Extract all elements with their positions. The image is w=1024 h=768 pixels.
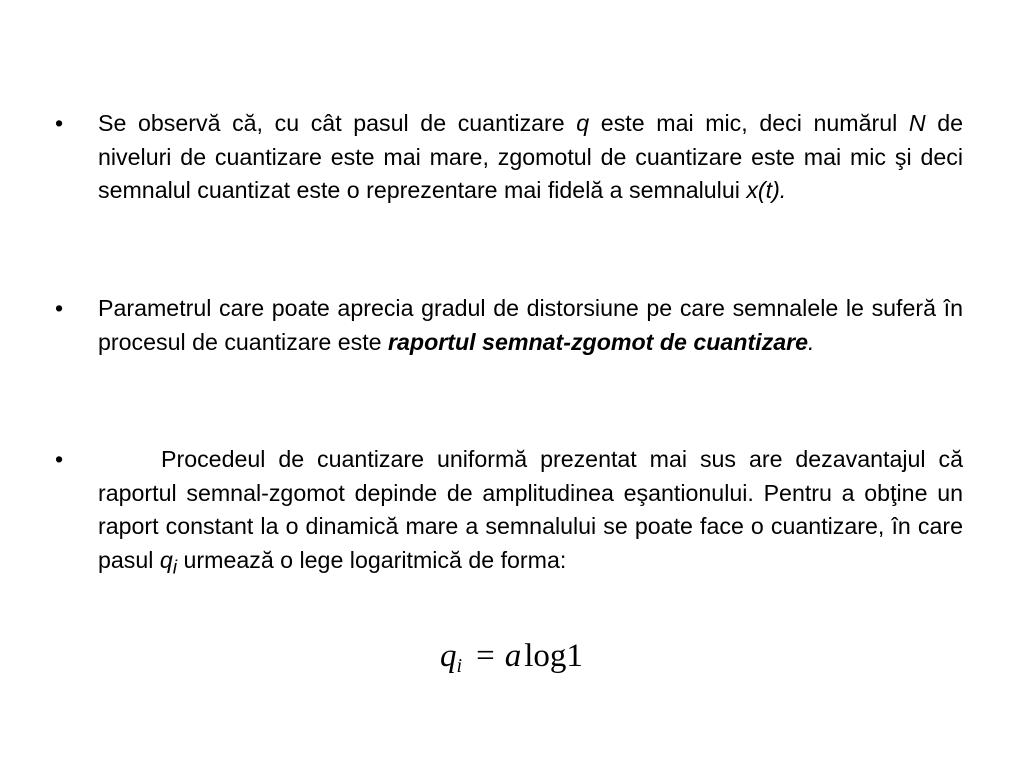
- bullet-text-2: [98, 292, 963, 359]
- bullet-text-1: [98, 107, 963, 208]
- subscript-i: i: [172, 557, 178, 579]
- variable-q: q: [576, 110, 590, 136]
- formula: [440, 636, 583, 686]
- bullet-item-1: [55, 107, 963, 208]
- text-run: este mai mic, deci numărul: [589, 110, 909, 136]
- bullet-item-2: [55, 292, 963, 359]
- bullet-dot: •: [55, 295, 64, 321]
- text-run: urmează o lege logaritmică de forma:: [177, 546, 567, 573]
- formula-log: log1: [524, 638, 583, 674]
- text-run: Parametrul care poate aprecia gradul de distorsiune pe care semnalele le suferă în procesul de cuantizare este: [98, 295, 963, 355]
- text-run: Se observă că, cu cât pasul de cuantizare: [98, 110, 577, 136]
- text-run: .: [808, 328, 815, 355]
- formula-var-q: q: [440, 638, 457, 674]
- variable-xt: x(t).: [746, 177, 787, 203]
- formula-coef-a: a: [504, 638, 522, 674]
- bullet-item-3: [55, 443, 963, 585]
- emphasis-term: raportul semnat-zgomot de cuantizare: [388, 328, 809, 355]
- text-run: de niveluri de cuantizare este mai mare, zgomotul de cuantizare este mai mic şi deci semnalul cuantizat este o reprezentare mai fidelă a semnalului: [98, 110, 964, 203]
- variable-q: q: [159, 546, 173, 573]
- bullet-dot: •: [55, 446, 64, 472]
- formula-equals: =: [476, 638, 495, 674]
- bullet-text-3: [98, 443, 963, 585]
- formula-subscript-i: i: [456, 655, 463, 677]
- text-run: Procedeul de cuantizare uniformă prezentat mai sus are dezavantajul că raportul semnal-zgomot depinde de amplitudinea eşantionului. Pentru a obţine un raport constant la o dinamică mare a semnalului se poate face o cuantizare, în care pasul: [98, 446, 963, 573]
- variable-n: N: [908, 110, 926, 136]
- bullet-dot: •: [55, 110, 64, 136]
